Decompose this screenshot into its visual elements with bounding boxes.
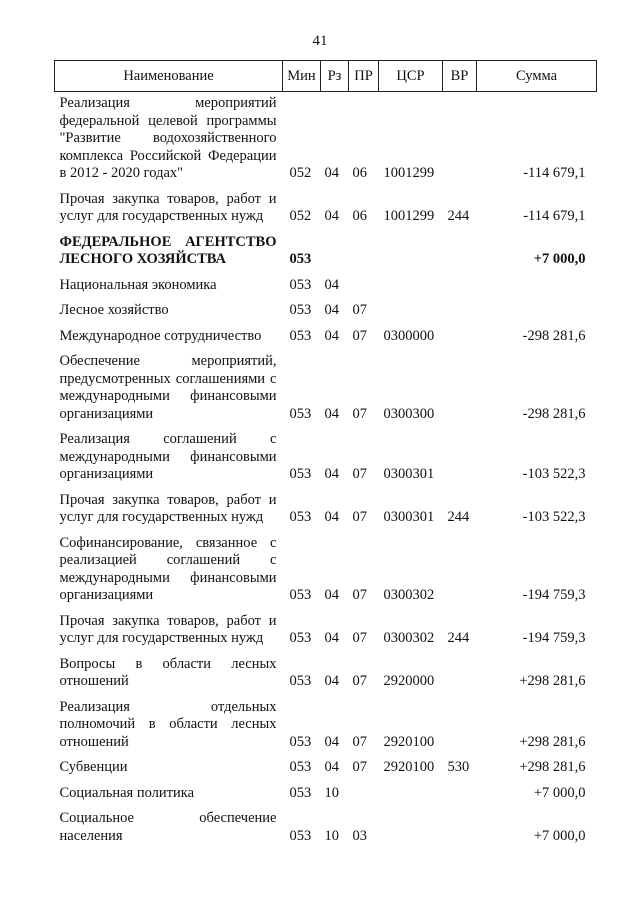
row-sum: -298 281,6: [522, 327, 586, 344]
row-vr: [443, 274, 477, 300]
row-min: 053: [289, 759, 312, 775]
row-pr: 07: [352, 630, 367, 646]
row-vr: [443, 350, 477, 428]
table-row: [55, 532, 597, 610]
row-rz: 04: [324, 630, 339, 646]
row-rz: 04: [324, 759, 339, 775]
row-vr: 244: [447, 630, 470, 646]
row-rz: 04: [324, 733, 339, 750]
row-csr: 2920000: [383, 673, 435, 689]
row-name: Национальная экономика: [59, 276, 217, 293]
row-min: 053: [289, 630, 312, 646]
header-rz: Рз: [321, 61, 349, 92]
row-name: Софинансирование, связанное с реализацией соглашений с международными финансовыми организациями: [59, 534, 277, 603]
row-pr: 06: [352, 208, 367, 224]
row-vr: 244: [447, 509, 470, 525]
row-min: 053: [289, 327, 312, 344]
table-row: [55, 299, 597, 325]
row-csr: 2920100: [383, 759, 435, 775]
row-rz: 04: [324, 405, 339, 422]
row-min: 053: [289, 251, 312, 267]
row-sum: -103 522,3: [522, 466, 586, 482]
row-csr: [379, 807, 443, 850]
table-row: [55, 350, 597, 428]
row-pr: 07: [352, 302, 367, 318]
row-rz: 04: [324, 208, 339, 224]
row-vr: [443, 299, 477, 325]
row-csr: 2920100: [383, 733, 435, 750]
row-min: 052: [289, 165, 312, 181]
table-row: [55, 428, 597, 489]
row-name: Лесное хозяйство: [59, 302, 169, 318]
row-rz: 10: [324, 784, 339, 801]
row-pr: 07: [352, 587, 367, 603]
row-vr: [443, 231, 477, 274]
row-name: Вопросы в области лесных отношений: [59, 655, 277, 689]
row-sum: +298 281,6: [519, 759, 586, 775]
page-number: 41: [312, 33, 328, 49]
row-csr: 0300000: [383, 327, 435, 344]
row-csr: [379, 231, 443, 274]
table-row: [55, 610, 597, 653]
row-vr: [443, 696, 477, 757]
table-row: [55, 756, 597, 782]
row-csr: 0300302: [383, 630, 435, 646]
row-csr: [379, 299, 443, 325]
row-sum: +7 000,0: [533, 251, 586, 267]
row-min: 053: [289, 587, 312, 603]
row-csr: [379, 782, 443, 808]
row-sum: -114 679,1: [523, 208, 586, 224]
row-name: ФЕДЕРАЛЬНОЕ АГЕНТСТВО ЛЕСНОГО ХОЗЯЙСТВА: [59, 233, 277, 267]
row-pr: 06: [352, 165, 367, 181]
row-csr: 0300302: [383, 587, 435, 603]
row-csr: 0300300: [383, 405, 435, 422]
row-rz: 04: [324, 587, 339, 603]
row-pr: 07: [352, 733, 367, 750]
row-vr: [443, 653, 477, 696]
row-name: Реализация соглашений с международными финансовыми организациями: [59, 431, 277, 482]
row-sum: [477, 299, 597, 325]
table-row: [55, 782, 597, 808]
row-csr: 0300301: [383, 509, 435, 525]
row-vr: 530: [447, 759, 470, 775]
row-csr: [379, 274, 443, 300]
row-rz: 04: [324, 276, 339, 293]
row-vr: 244: [447, 208, 470, 224]
row-pr: 07: [352, 405, 367, 422]
row-name: Международное сотрудничество: [59, 327, 262, 344]
row-pr: 07: [352, 759, 367, 775]
row-min: 052: [289, 208, 312, 224]
row-sum: +7 000,0: [533, 827, 586, 844]
row-rz: 04: [324, 302, 339, 318]
row-rz: 04: [324, 165, 339, 181]
row-pr: [349, 231, 379, 274]
row-pr: [349, 782, 379, 808]
row-sum: +298 281,6: [519, 673, 586, 689]
row-pr: 07: [352, 327, 367, 344]
row-pr: 07: [352, 466, 367, 482]
row-sum: -298 281,6: [522, 405, 586, 422]
header-name: Наименование: [55, 61, 283, 92]
table-row: [55, 188, 597, 231]
row-name: Социальное обеспечение населения: [59, 810, 277, 844]
row-min: 053: [289, 673, 312, 689]
row-name: Реализация мероприятий федеральной целевой программы "Развитие водохозяйственного комплекса Российской Федерации в 2012 - 2020 годах": [59, 95, 277, 181]
row-min: 053: [289, 733, 312, 750]
row-rz: 04: [324, 466, 339, 482]
table-row: [55, 274, 597, 300]
row-name: Прочая закупка товаров, работ и услуг для государственных нужд: [59, 491, 277, 525]
row-rz: 04: [324, 327, 339, 344]
row-sum: -194 759,3: [522, 587, 586, 603]
row-name: Реализация отдельных полномочий в области лесных отношений: [59, 698, 277, 750]
table-row: [55, 489, 597, 532]
row-pr: [349, 274, 379, 300]
row-pr: 03: [352, 827, 367, 844]
header-vr: ВР: [443, 61, 477, 92]
header-csr: ЦСР: [379, 61, 443, 92]
row-rz: [321, 231, 349, 274]
row-vr: [443, 807, 477, 850]
row-csr: 1001299: [383, 208, 435, 224]
row-csr: 1001299: [383, 165, 435, 181]
row-min: 053: [289, 827, 312, 844]
table-header-row: [55, 61, 597, 92]
row-name: Социальная политика: [59, 784, 195, 801]
row-name: Субвенции: [59, 759, 128, 775]
row-min: 053: [289, 405, 312, 422]
row-name: Прочая закупка товаров, работ и услуг для государственных нужд: [59, 190, 277, 224]
table-row: [55, 696, 597, 757]
row-sum: +7 000,0: [533, 784, 586, 801]
row-min: 053: [289, 276, 312, 293]
row-sum: -194 759,3: [522, 630, 586, 646]
row-vr: [443, 428, 477, 489]
row-vr: [443, 532, 477, 610]
header-sum: Сумма: [477, 61, 597, 92]
row-min: 053: [289, 466, 312, 482]
row-vr: [443, 92, 477, 188]
row-sum: -103 522,3: [522, 509, 586, 525]
row-vr: [443, 325, 477, 351]
row-name: Прочая закупка товаров, работ и услуг для государственных нужд: [59, 612, 277, 646]
row-rz: 04: [324, 673, 339, 689]
row-vr: [443, 782, 477, 808]
row-min: 053: [289, 784, 312, 801]
row-sum: [477, 274, 597, 300]
row-csr: 0300301: [383, 466, 435, 482]
table-row: [55, 92, 597, 188]
row-sum: +298 281,6: [519, 733, 586, 750]
row-rz: 04: [324, 509, 339, 525]
table-row: [55, 807, 597, 850]
header-pr: ПР: [349, 61, 379, 92]
row-name: Обеспечение мероприятий, предусмотренных соглашениями с международными финансовыми организациями: [59, 353, 277, 422]
row-pr: 07: [352, 509, 367, 525]
table-row: [55, 325, 597, 351]
row-rz: 10: [324, 827, 339, 844]
row-min: 053: [289, 302, 312, 318]
row-min: 053: [289, 509, 312, 525]
table-row: [55, 653, 597, 696]
row-sum: -114 679,1: [523, 165, 586, 181]
row-pr: 07: [352, 673, 367, 689]
header-min: Мин: [283, 61, 321, 92]
budget-table: [54, 60, 597, 850]
table-row-agency: [55, 231, 597, 274]
